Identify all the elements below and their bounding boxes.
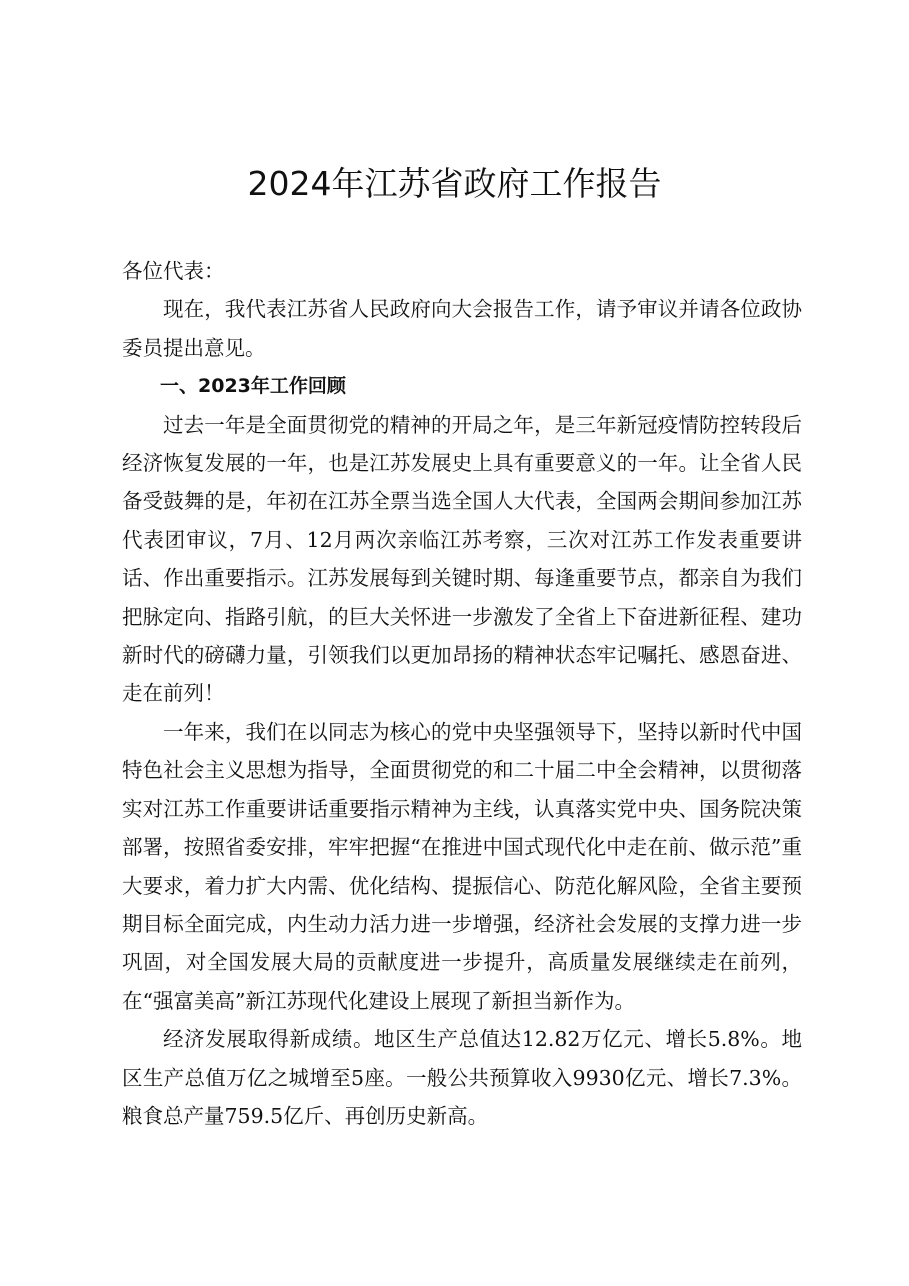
paragraph: 过去一年是全面贯彻党的精神的开局之年，是三年新冠疫情防控转段后经济恢复发展的一年，也是江苏发展史上具有重要意义的一年。让全省人民备受鼓舞的是，年初在江苏全票当选全国人大代表，全国两会期间参加江苏代表团审议，7月、12月两次亲临江苏考察，三次对江苏工作发表重要讲话、作出重要指示。江苏发展每到关键时期、每逢重要节点，都亲自为我们把脉定向、指路引航，的巨大关怀进一步激发了全省上下奋进新征程、建功新时代的磅礴力量，引领我们以更加昂扬的精神状态牢记嘱托、感恩奋进、走在前列！ <box>122 412 802 706</box>
salutation: 各位代表： <box>122 259 225 283</box>
section-heading: 一、2023年工作回顾 <box>160 375 346 398</box>
document-title: 2024年江苏省政府工作报告 <box>247 164 662 203</box>
paragraph-intro: 现在，我代表江苏省人民政府向大会报告工作，请予审议并请各位政协委员提出意见。 <box>122 297 802 360</box>
document-body <box>122 252 802 1135</box>
paragraph: 一年来，我们在以同志为核心的党中央坚强领导下，坚持以新时代中国特色社会主义思想为指导，全面贯彻党的和二十届二中全会精神，以贯彻落实对江苏工作重要讲话重要指示精神为主线，认真落实党中央、国务院决策部署，按照省委安排，牢牢把握“在推进中国式现代化中走在前、做示范”重大要求，着力扩大内需、优化结构、提振信心、防范化解风险，全省主要预期目标全面完成，内生动力活力进一步增强，经济社会发展的支撑力进一步巩固，对全国发展大局的贡献度进一步提升，高质量发展继续走在前列，在“强富美高”新江苏现代化建设上展现了新担当新作为。 <box>122 719 802 1013</box>
paragraph: 经济发展取得新成绩。地区生产总值达12.82万亿元、增长5.8%。地区生产总值万亿之城增至5座。一般公共预算收入9930亿元、增长7.3%。粮食总产量759.5亿斤、再创历史新高。 <box>122 1027 802 1128</box>
